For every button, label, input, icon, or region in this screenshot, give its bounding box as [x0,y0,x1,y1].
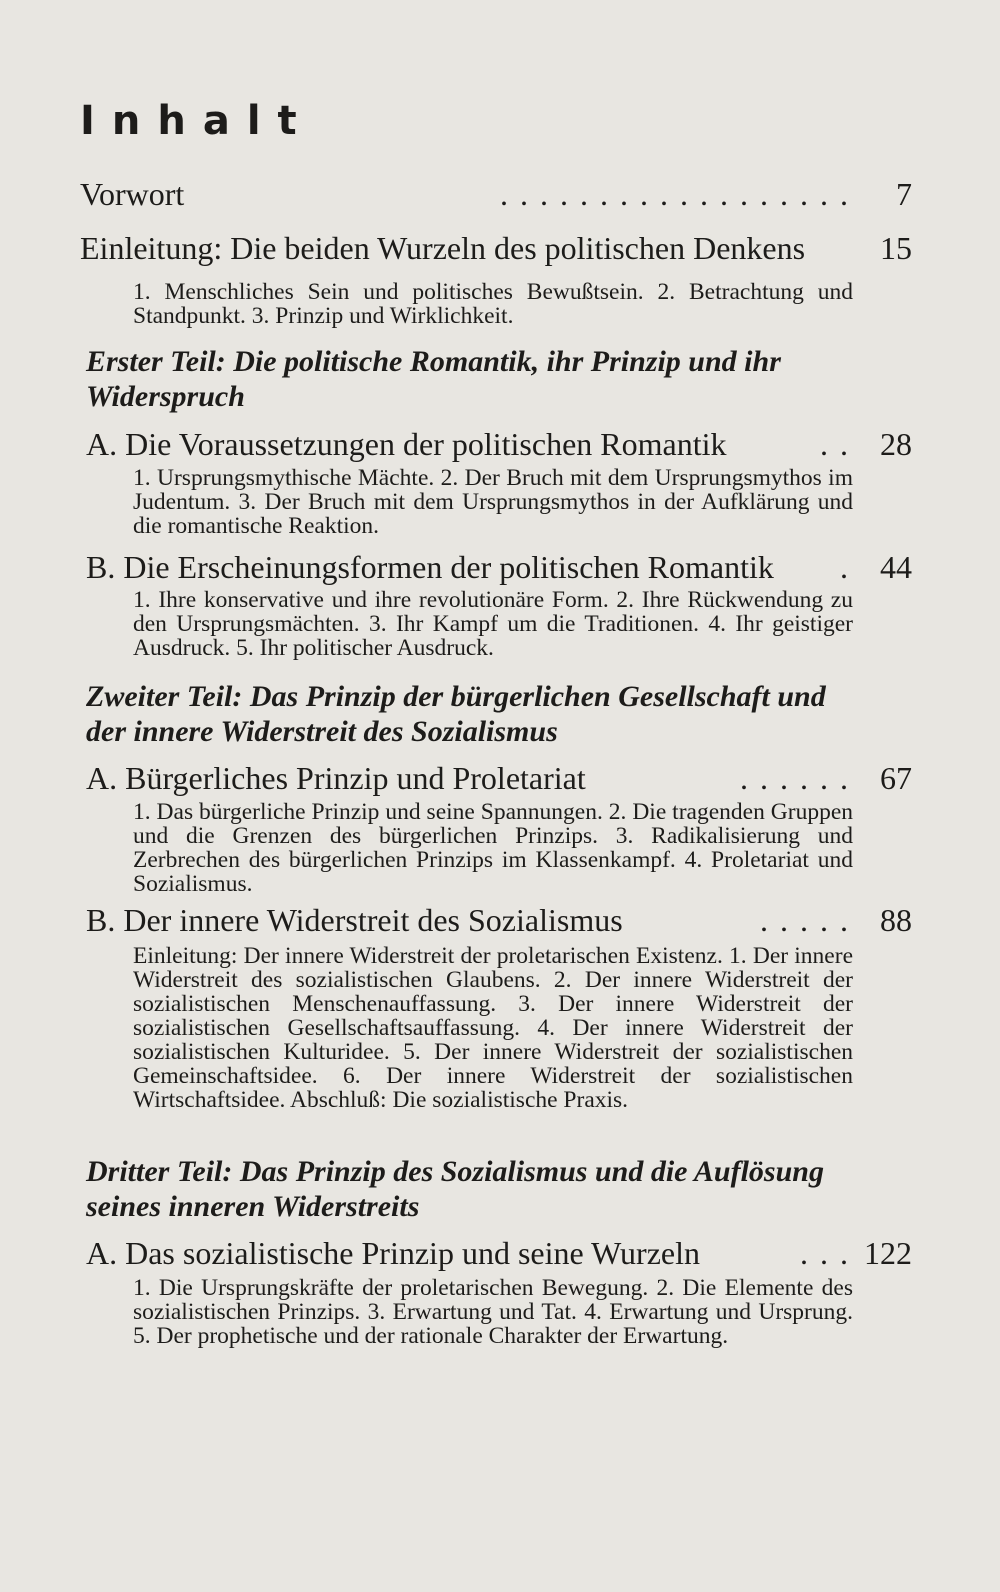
entry-description: 1. Menschliches Sein und politisches Bewußtsein. 2. Betrachtung und Standpunkt. 3. Prinzip und Wirklichkeit. [133,279,853,329]
dot-leader: . . . . . [760,902,850,938]
toc-entry-section [86,1233,912,1277]
page-number: 15 [880,230,912,266]
toc-entry-einleitung [80,228,912,272]
entry-label: A. Bürgerliches Prinzip und Proletariat [86,760,586,796]
dot-leader: . . . . . . [740,760,850,796]
dot-leader: . . [820,426,850,462]
toc-entry-section [86,547,912,591]
page-number: 67 [880,760,912,796]
entry-description: Einleitung: Der innere Widerstreit der proletarischen Existenz. 1. Der innere Widerstreit des sozialistischen Glaubens. 2. Der innere Widerstreit der sozialistischen Menschenauffassung. 3. Der innere Widerstreit der sozialistischen Gesellschaftsauffassung. 4. Der innere Widerstreit der sozialistischen Kulturidee. 5. Der innere Widerstreit der sozialistischen Gemeinschaftsidee. 6. Der innere Widerstreit der sozialistischen Wirtschaftsidee. Abschluß: Die sozialistische Praxis. [133,943,853,1113]
page-number: 7 [896,176,912,212]
dot-leader: . . . . . . . . . . . . . . . . . . [500,176,850,212]
part-heading-2: Zweiter Teil: Das Prinzip der bürgerlichen Gesellschaft und der innere Widerstreit des Sozialismus [86,680,826,748]
entry-description: 1. Ihre konservative und ihre revolutionäre Form. 2. Ihre Rückwendung zu den Ursprungsmächten. 3. Ihr Kampf um die Traditionen. 4. Ihr geistiger Ausdruck. 5. Ihr politischer Ausdruck. [133,587,853,661]
entry-label: A. Das sozialistische Prinzip und seine Wurzeln [86,1235,700,1271]
toc-entry-vorwort [80,174,912,218]
entry-label: A. Die Voraussetzungen der politischen Romantik [86,426,727,462]
part-heading-3: Dritter Teil: Das Prinzip des Sozialismus und die Auflösung seines inneren Widerstreits [86,1155,824,1223]
page-title: Inhalt [80,98,314,144]
page-number: 122 [864,1235,912,1271]
entry-label: Einleitung: Die beiden Wurzeln des politischen Denkens [80,230,806,266]
toc-entry-section [86,900,912,944]
entry-description: 1. Die Ursprungskräfte der proletarischen Bewegung. 2. Die Elemente des sozialistischen Prinzips. 3. Erwartung und Tat. 4. Erwartung und Ursprung. 5. Der prophetische und der rationale Charakter der Erwartung. [133,1275,853,1349]
part-heading-1: Erster Teil: Die politische Romantik, ihr Prinzip und ihr Widerspruch [86,345,781,413]
entry-label: B. Der innere Widerstreit des Sozialismus [86,902,623,938]
page-number: 28 [880,426,912,462]
toc-entry-section [86,758,912,802]
page-number: 44 [880,549,912,585]
page-number: 88 [880,902,912,938]
toc-entry-section [86,424,912,468]
dot-leader: . [840,549,850,585]
entry-label: Vorwort [80,176,185,212]
entry-description: 1. Ursprungsmythische Mächte. 2. Der Bruch mit dem Ursprungsmythos im Judentum. 3. Der Bruch mit dem Ursprungsmythos in der Aufklärung und die romantische Reaktion. [133,465,853,539]
entry-label: B. Die Erscheinungsformen der politischen Romantik [86,549,774,585]
entry-description: 1. Das bürgerliche Prinzip und seine Spannungen. 2. Die tragenden Gruppen und die Grenzen des bürgerlichen Prinzips. 3. Radikalisierung und Zerbrechen des bürgerlichen Prinzips im Klassenkampf. 4. Proletariat und Sozialismus. [133,799,853,897]
dot-leader: . . . [800,1235,850,1271]
